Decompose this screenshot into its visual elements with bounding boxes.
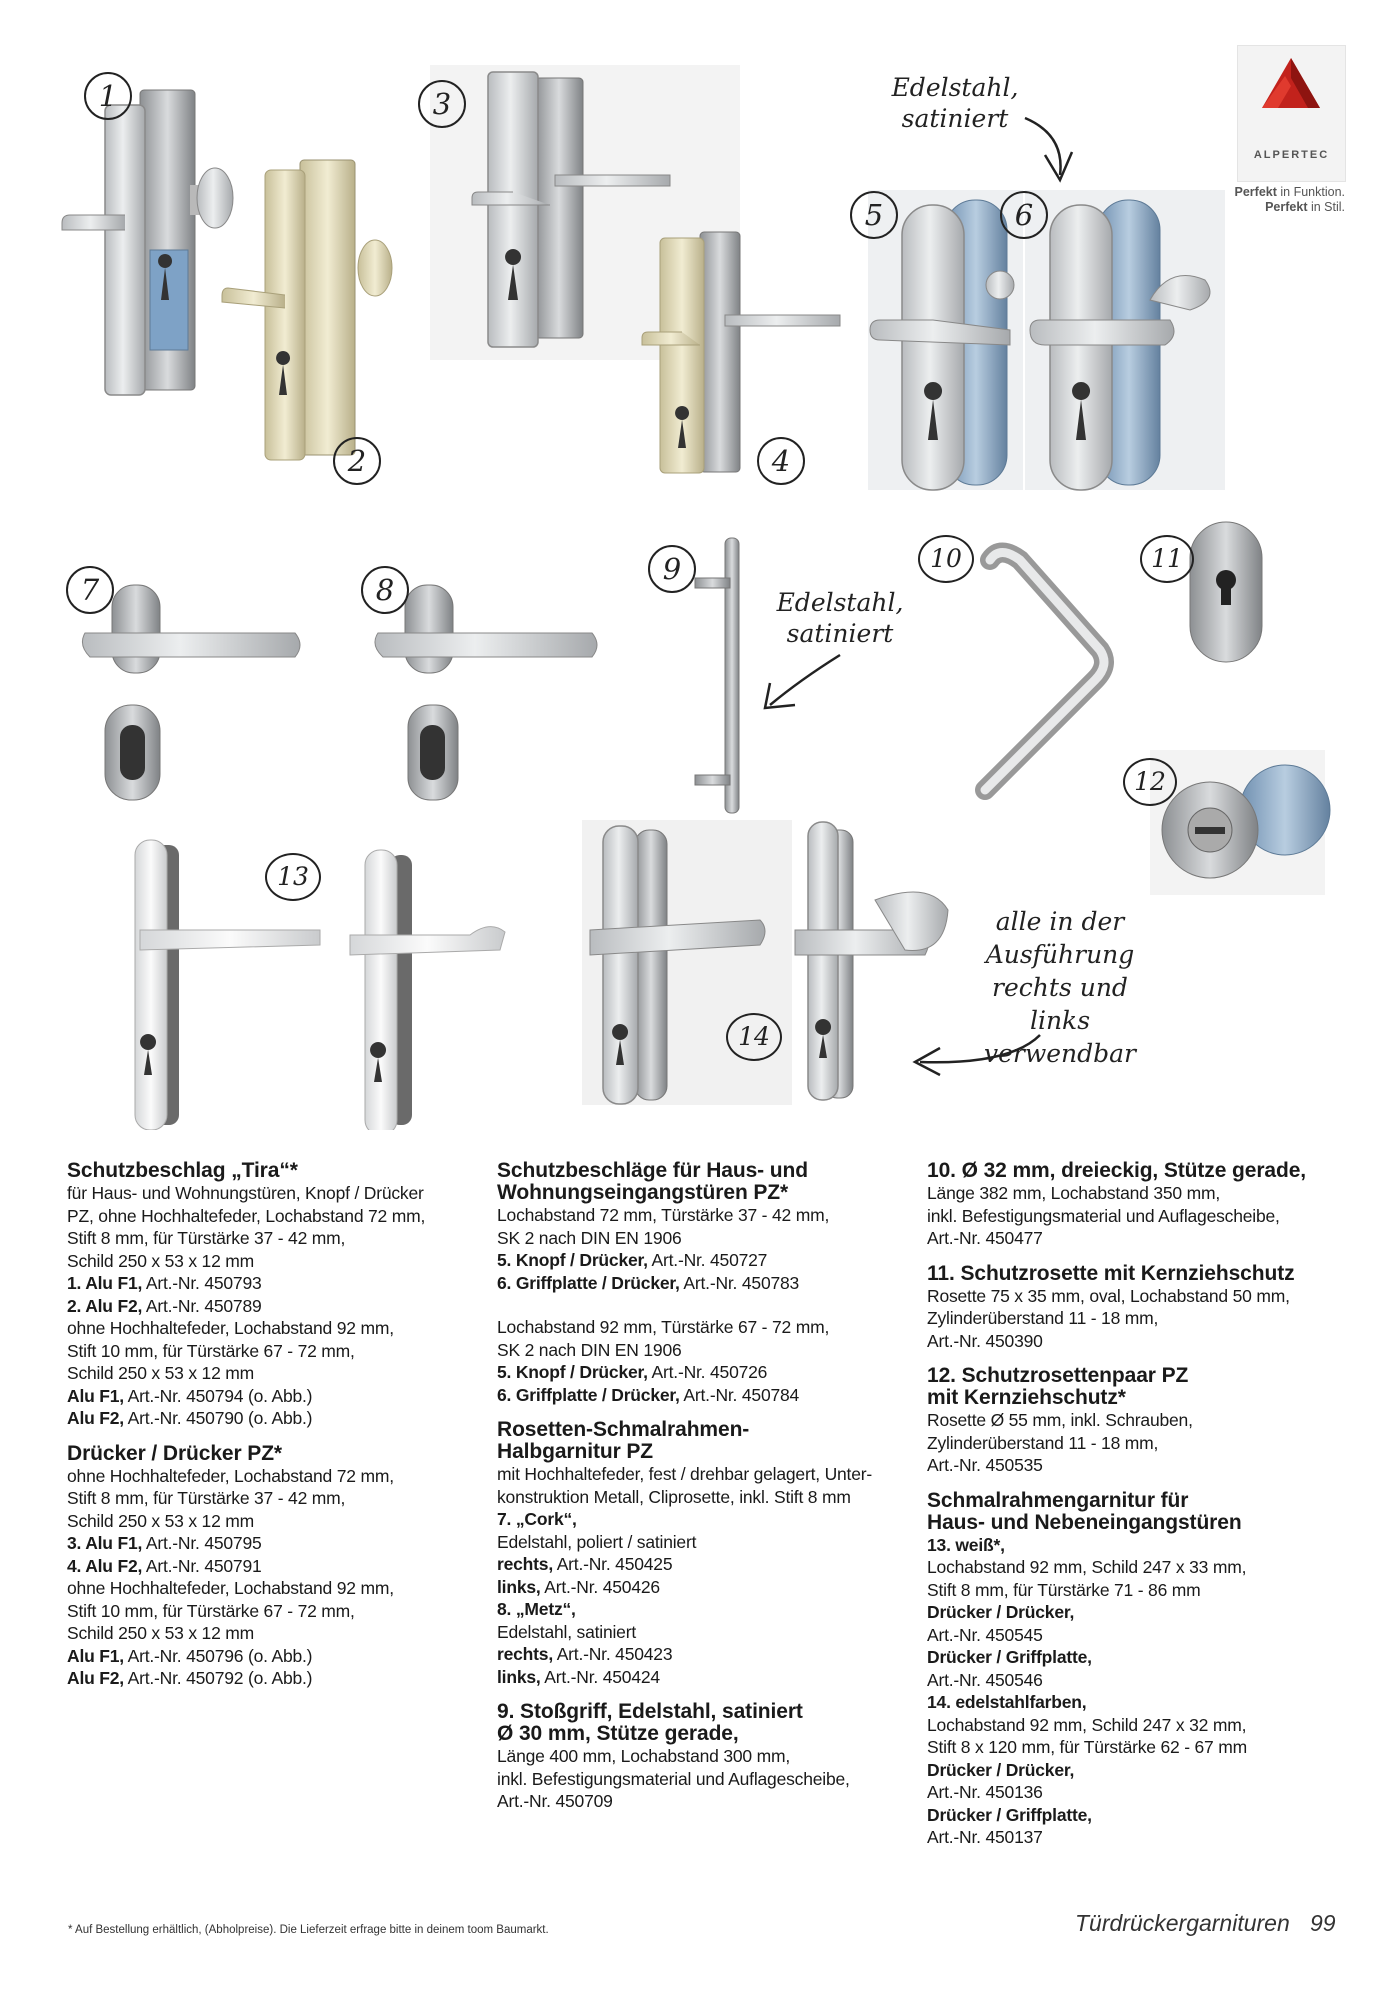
article-number: Art.-Nr. 450546: [927, 1669, 1043, 1690]
alpertec-logo: [1237, 45, 1346, 182]
text-line: Lochabstand 92 mm, Türstärke 67 - 72 mm,: [497, 1317, 830, 1337]
item-label: 3. Alu F1,: [67, 1533, 143, 1553]
item-label: 4. Alu F2,: [67, 1555, 143, 1576]
text-line: Stift 10 mm, für Türstärke 67 - 72 mm,: [67, 1600, 355, 1621]
article-number: Art.-Nr. 450790 (o. Abb.): [123, 1408, 313, 1428]
text-line: Schild 250 x 53 x 12 mm: [67, 1250, 255, 1271]
heading-schutzbeschlaege-2: Wohnungseingangstüren PZ*: [497, 1181, 789, 1204]
text-line: ohne Hochhaltefeder, Lochabstand 92 mm,: [67, 1578, 394, 1598]
item-label: 6. Griffplatte / Drücker,: [497, 1272, 680, 1293]
text-line: [497, 1553, 907, 1576]
text-line: Länge 400 mm, Lochabstand 300 mm,: [497, 1746, 791, 1766]
text-line: [67, 1532, 467, 1555]
article-number: Art.-Nr. 450423: [553, 1644, 673, 1664]
text-line: Zylinderüberstand 11 - 18 mm,: [927, 1308, 1159, 1328]
text-line: Schild 250 x 53 x 12 mm: [67, 1510, 255, 1531]
text-line: Art.-Nr. 450535: [927, 1455, 1043, 1475]
callout-3: 3: [418, 80, 466, 128]
product-4-image: [642, 232, 840, 473]
text-line: ohne Hochhaltefeder, Lochabstand 92 mm,: [67, 1318, 394, 1338]
text-line: [67, 1555, 467, 1578]
text-line: Rosette Ø 55 mm, inkl. Schrauben,: [927, 1410, 1193, 1430]
text-line: [497, 1666, 907, 1689]
item-label: 6. Griffplatte / Drücker,: [497, 1384, 680, 1405]
heading-schutzbeschlaege: Schutzbeschläge für Haus- und: [497, 1159, 808, 1182]
text-line: Lochabstand 92 mm, Schild 247 x 32 mm,: [927, 1714, 1247, 1735]
item-label: 5. Knopf / Drücker,: [497, 1362, 648, 1382]
callout-14: 14: [726, 1013, 782, 1061]
text-line: [67, 1295, 467, 1318]
heading-rosetten-schmalrahmen: Rosetten-Schmalrahmen-: [497, 1418, 750, 1441]
text-line: Stift 8 mm, für Türstärke 37 - 42 mm,: [67, 1488, 346, 1508]
item-label: Alu F2,: [67, 1408, 124, 1428]
text-column-3: [927, 1160, 1347, 1849]
text-line: Art.-Nr. 450709: [497, 1791, 613, 1811]
text-line: [67, 1645, 467, 1668]
heading-druecker-pz: Drücker / Drücker PZ*: [67, 1441, 282, 1465]
note-edelstahl-mid: [770, 587, 910, 649]
arrow-top: [1025, 118, 1061, 175]
text-line: Edelstahl, satiniert: [497, 1621, 636, 1642]
tagline-bold: Perfekt: [1265, 200, 1308, 214]
tagline-line-1: [1195, 185, 1345, 200]
article-number: Art.-Nr. 450137: [927, 1827, 1043, 1847]
article-number: Art.-Nr. 450791: [142, 1555, 262, 1576]
note-line: Edelstahl,: [776, 588, 904, 617]
article-number: Art.-Nr. 450784: [679, 1384, 800, 1405]
article-number: Art.-Nr. 450789: [142, 1295, 262, 1316]
heading-schmalrahmengarnitur-2: Haus- und Nebeneingangstüren: [927, 1510, 1242, 1534]
text-line: inkl. Befestigungsmaterial und Auflagescheibe,: [497, 1768, 850, 1789]
text-line: inkl. Befestigungsmaterial und Auflagescheibe,: [927, 1205, 1280, 1226]
note-line: satiniert: [786, 619, 894, 648]
item-label: links,: [497, 1576, 541, 1597]
text-line: Rosette 75 x 35 mm, oval, Lochabstand 50 mm,: [927, 1285, 1290, 1306]
article-number: Art.-Nr. 450424: [540, 1666, 660, 1687]
product-10-image: [985, 553, 1104, 791]
heading-item-12: 12. Schutzrosettenpaar PZ: [927, 1364, 1189, 1387]
text-line: Edelstahl, poliert / satiniert: [497, 1531, 697, 1552]
callout-12: 12: [1123, 758, 1177, 806]
item-label: Alu F1,: [67, 1645, 124, 1666]
item-label: rechts,: [497, 1644, 553, 1664]
note-line: alle in der: [995, 907, 1125, 936]
heading-stossgriff-2: Ø 30 mm, Stütze gerade,: [497, 1722, 739, 1745]
text-line: Lochabstand 72 mm, Türstärke 37 - 42 mm,: [497, 1205, 830, 1225]
item-label: 8. „Metz“,: [497, 1599, 576, 1619]
item-label: Alu F2,: [67, 1668, 124, 1688]
text-line: [497, 1384, 907, 1407]
note-edelstahl-top: [885, 72, 1025, 134]
text-line: Art.-Nr. 450390: [927, 1330, 1043, 1351]
text-column-1: [67, 1160, 467, 1690]
callout-2: 2: [333, 437, 381, 485]
arrow-mid: [770, 655, 840, 705]
heading-stossgriff: 9. Stoßgriff, Edelstahl, satiniert: [497, 1700, 803, 1723]
item-label: 13. weiß*,: [927, 1534, 1005, 1555]
text-line: [67, 1272, 467, 1295]
article-number: Art.-Nr. 450136: [927, 1782, 1043, 1802]
article-number: Art.-Nr. 450726: [647, 1362, 768, 1382]
item-label: Drücker / Drücker,: [927, 1602, 1075, 1622]
text-line: Schild 250 x 53 x 12 mm: [67, 1623, 255, 1643]
text-line: ohne Hochhaltefeder, Lochabstand 72 mm,: [67, 1465, 394, 1486]
item-label: Drücker / Griffplatte,: [927, 1647, 1092, 1667]
note-line: verwendbar: [983, 1039, 1137, 1068]
text-line: konstruktion Metall, Cliprosette, inkl. Stift 8 mm: [497, 1486, 851, 1507]
callout-5: 5: [850, 191, 898, 239]
article-number: Art.-Nr. 450727: [647, 1250, 768, 1270]
text-line: [497, 1576, 907, 1599]
article-number: Art.-Nr. 450793: [142, 1273, 262, 1293]
tagline-bold: Perfekt: [1234, 185, 1277, 199]
text-line: SK 2 nach DIN EN 1906: [497, 1227, 682, 1248]
footer-note: * Auf Bestellung erhältlich, (Abholpreise). Die Lieferzeit erfrage bitte in deinem toom Baumarkt.: [68, 1924, 549, 1936]
product-11-image: [1190, 522, 1262, 662]
product-6-image: [1025, 190, 1225, 490]
callout-13: 13: [265, 853, 321, 901]
text-line: [497, 1249, 907, 1272]
text-line: Art.-Nr. 450477: [927, 1228, 1043, 1248]
text-line: Länge 382 mm, Lochabstand 350 mm,: [927, 1183, 1221, 1203]
item-label: 5. Knopf / Drücker,: [497, 1250, 648, 1270]
callout-7: 7: [66, 566, 114, 614]
heading-rosetten-schmalrahmen-2: Halbgarnitur PZ: [497, 1440, 654, 1463]
note-line: Edelstahl,: [891, 73, 1019, 102]
text-line: [67, 1385, 467, 1408]
article-number: Art.-Nr. 450545: [927, 1624, 1043, 1645]
product-12-image: [1150, 750, 1330, 895]
page-number: 99: [1310, 1910, 1336, 1936]
text-line: [497, 1361, 907, 1384]
article-number: Art.-Nr. 450794 (o. Abb.): [123, 1385, 313, 1406]
spacer: [927, 1477, 1347, 1490]
alpertec-logo-mark: [1238, 46, 1345, 146]
text-line: [67, 1667, 467, 1690]
product-13-image: [135, 840, 505, 1130]
callout-4: 4: [757, 437, 805, 485]
callout-9: 9: [648, 545, 696, 593]
tagline-text: in Stil.: [1307, 200, 1345, 214]
text-line: Schild 250 x 53 x 12 mm: [67, 1363, 255, 1383]
text-line: Stift 8 mm, für Türstärke 37 - 42 mm,: [67, 1228, 346, 1248]
text-line: Stift 8 x 120 mm, für Türstärke 62 - 67 mm: [927, 1737, 1247, 1757]
article-number: Art.-Nr. 450795: [142, 1533, 262, 1553]
text-line: Stift 8 mm, für Türstärke 71 - 86 mm: [927, 1579, 1201, 1600]
product-9-image: [695, 538, 739, 813]
item-label: 2. Alu F2,: [67, 1295, 143, 1316]
item-label: 7. „Cork“,: [497, 1509, 577, 1529]
tagline-line-2: [1195, 200, 1345, 215]
text-line: [67, 1407, 467, 1430]
heading-item-12-2: mit Kernziehschutz*: [927, 1386, 1126, 1409]
article-number: Art.-Nr. 450426: [540, 1576, 660, 1597]
item-label: Drücker / Griffplatte,: [927, 1804, 1092, 1825]
heading-schutzbeschlag-tira: Schutzbeschlag „Tira“*: [67, 1159, 298, 1182]
note-alle-verwendbar: [960, 905, 1160, 1070]
note-line: Ausführung: [985, 940, 1135, 969]
text-line: SK 2 nach DIN EN 1906: [497, 1339, 682, 1360]
tagline-text: in Funktion.: [1276, 185, 1345, 199]
article-number: Art.-Nr. 450425: [553, 1554, 673, 1574]
product-14-image: [582, 820, 948, 1105]
item-label: 14. edelstahlfarben,: [927, 1692, 1087, 1712]
spacer: [67, 1430, 467, 1443]
product-7-image: [82, 585, 300, 800]
text-column-2: [497, 1160, 907, 1813]
text-line: [497, 1272, 907, 1295]
article-number: Art.-Nr. 450796 (o. Abb.): [123, 1645, 313, 1666]
item-label: rechts,: [497, 1554, 553, 1574]
article-number: Art.-Nr. 450783: [679, 1272, 800, 1293]
text-line: mit Hochhaltefeder, fest / drehbar gelagert, Unter-: [497, 1464, 872, 1484]
alpertec-logo-text: ALPERTEC: [1253, 149, 1330, 161]
item-label: Alu F1,: [67, 1385, 124, 1406]
product-1-image: [62, 90, 233, 395]
callout-1: 1: [84, 72, 132, 120]
callout-6: 6: [1000, 191, 1048, 239]
heading-item-11: 11. Schutzrosette mit Kernziehschutz: [927, 1261, 1295, 1285]
footer-section-title: Türdrückergarnituren: [1075, 1910, 1290, 1936]
item-label: 1. Alu F1,: [67, 1273, 143, 1293]
text-line: Lochabstand 92 mm, Schild 247 x 33 mm,: [927, 1557, 1247, 1577]
item-label: links,: [497, 1666, 541, 1687]
text-line: Zylinderüberstand 11 - 18 mm,: [927, 1432, 1159, 1453]
note-line: rechts und links: [992, 973, 1128, 1035]
text-line: für Haus- und Wohnungstüren, Knopf / Drücker: [67, 1183, 424, 1203]
item-label: Drücker / Drücker,: [927, 1759, 1075, 1780]
callout-11: 11: [1140, 535, 1194, 583]
product-8-image: [375, 585, 597, 800]
spacer: [927, 1250, 1347, 1263]
product-5-image: [868, 190, 1023, 490]
article-number: Art.-Nr. 450792 (o. Abb.): [123, 1668, 313, 1688]
text-line: PZ, ohne Hochhaltefeder, Lochabstand 72 mm,: [67, 1205, 426, 1226]
callout-10: 10: [918, 535, 974, 583]
product-2-image: [222, 160, 392, 460]
heading-schmalrahmengarnitur: Schmalrahmengarnitur für: [927, 1488, 1189, 1512]
text-line: Stift 10 mm, für Türstärke 67 - 72 mm,: [67, 1340, 355, 1361]
callout-8: 8: [361, 566, 409, 614]
heading-item-10: 10. Ø 32 mm, dreieckig, Stütze gerade,: [927, 1159, 1307, 1182]
note-line: satiniert: [901, 104, 1009, 133]
text-line: [497, 1643, 907, 1666]
brand-tagline: [1195, 185, 1345, 215]
spacer: [497, 1294, 907, 1316]
